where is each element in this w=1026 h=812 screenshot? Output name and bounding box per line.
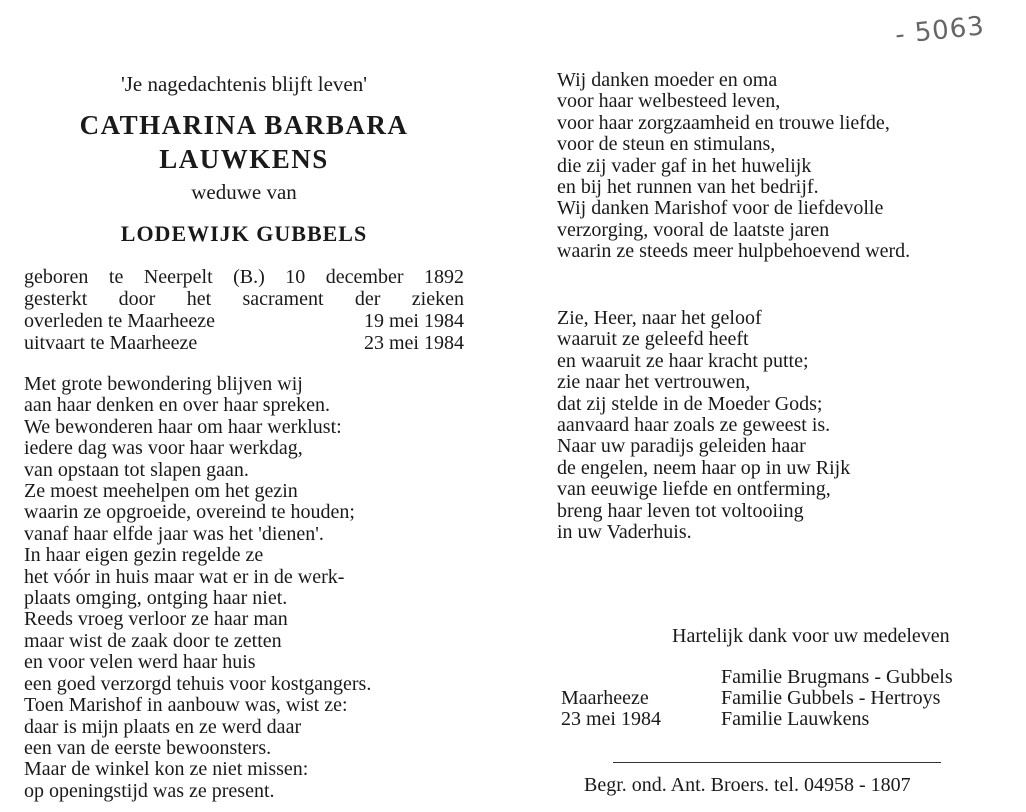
motto: 'Je nagedachtenis blijft leven': [120, 72, 368, 96]
death-label: overleden te Maarheeze: [24, 310, 215, 332]
poem-line: aanvaard haar zoals ze geweest is.: [557, 414, 831, 437]
poem-line: van eeuwige liefde en ontferming,: [557, 478, 831, 501]
poem-line: het vóór in huis maar wat er in de werk-: [24, 565, 345, 588]
death-date: 19 mei 1984: [364, 310, 464, 332]
family-name: Familie Gubbels - Hertroys: [721, 687, 941, 709]
poem-line: Toen Marishof in aanbouw was, wist ze:: [24, 694, 348, 717]
poem-line: verzorging, vooral de laatste jaren: [557, 218, 830, 241]
funeral-date: 23 mei 1984: [364, 332, 464, 354]
poem-line: een goed verzorgd tehuis voor kostgangers.: [24, 672, 372, 695]
husband-name: LODEWIJK GUBBELS: [120, 221, 368, 246]
thanks-line: Hartelijk dank voor uw medeleven: [672, 625, 950, 647]
poem-line: vanaf haar elfde jaar was het 'dienen'.: [24, 522, 324, 545]
poem-line: In haar eigen gezin regelde ze: [24, 544, 264, 567]
poem-line: plaats omging, ontging haar niet.: [24, 587, 288, 610]
poem-line: Naar uw paradijs geleiden haar: [557, 435, 806, 458]
poem-line: waaruit ze geleefd heeft: [557, 328, 749, 351]
family-name: Familie Brugmans - Gubbels: [721, 666, 953, 688]
family-name: Familie Lauwkens: [721, 708, 870, 730]
deceased-name: [24, 108, 464, 176]
poem-line: op openingstijd was ze present.: [24, 779, 275, 802]
poem-line: die zij vader gaf in het huwelijk: [557, 154, 812, 177]
deceased-name-line2: LAUWKENS: [159, 144, 329, 174]
poem-line: aan haar denken en over haar spreken.: [24, 394, 330, 417]
poem-line: maar wist de zaak door te zetten: [24, 629, 282, 652]
poem-line: de engelen, neem haar op in uw Rijk: [557, 456, 851, 479]
poem-right-thanks: [557, 70, 997, 263]
deceased-name-line1: CATHARINA BARBARA: [79, 110, 409, 140]
poem-line: en bij het runnen van het bedrijf.: [557, 176, 819, 199]
place-and-date: [561, 688, 661, 730]
poem-line: daar is mijn plaats en ze werd daar: [24, 715, 302, 738]
poem-line: voor de steun en stimulans,: [557, 133, 776, 156]
poem-line: voor haar zorgzaamheid en trouwe liefde,: [557, 111, 890, 134]
poem-line: Maar de winkel kon ze niet missen:: [24, 758, 309, 781]
funeral-label: uitvaart te Maarheeze: [24, 332, 198, 354]
poem-line: in uw Vaderhuis.: [557, 521, 692, 544]
widow-of-label: weduwe van: [191, 180, 297, 204]
divider: [613, 762, 941, 763]
date: 23 mei 1984: [561, 708, 661, 730]
poem-line: dat zij stelde in de Moeder Gods;: [557, 392, 823, 415]
poem-line: We bewonderen haar om haar werklust:: [24, 415, 342, 438]
poem-line: zie naar het vertrouwen,: [557, 371, 751, 394]
poem-line: Wij danken Marishof voor de liefdevolle: [557, 197, 884, 220]
poem-line: Reeds vroeg verloor ze haar man: [24, 608, 288, 631]
poem-line: een van de eerste bewoonsters.: [24, 736, 272, 759]
poem-line: Wij danken moeder en oma: [557, 69, 778, 91]
poem-line: en waaruit ze haar kracht putte;: [557, 349, 809, 372]
death-line: [24, 310, 464, 332]
poem-line: Zie, Heer, naar het geloof: [557, 307, 762, 329]
poem-line: van opstaan tot slapen gaan.: [24, 458, 249, 481]
poem-line: breng haar leven tot voltooiing: [557, 499, 804, 522]
life-facts: [24, 266, 464, 354]
funeral-line: [24, 332, 464, 354]
undertaker-line: Begr. ond. Ant. Broers. tel. 04958 - 1807: [584, 774, 911, 796]
poem-line: waarin ze steeds meer hulpbehoevend werd.: [557, 240, 911, 263]
birth-line: geboren te Neerpelt (B.) 10 december 1892: [24, 266, 464, 288]
poem-line: waarin ze opgroeide, overeind te houden;: [24, 501, 355, 524]
family-list: [721, 667, 953, 730]
poem-line: Ze moest meehelpen om het gezin: [24, 480, 298, 503]
poem-right-prayer: [557, 308, 997, 543]
poem-line: iedere dag was voor haar werkdag,: [24, 437, 303, 460]
sacrament-line: gesterkt door het sacrament der zieken: [24, 288, 464, 310]
place: Maarheeze: [561, 687, 649, 709]
handwritten-archive-number: - 5063: [893, 11, 987, 51]
poem-line: voor haar welbesteed leven,: [557, 90, 781, 113]
poem-left: [24, 374, 469, 802]
poem-line: en voor velen werd haar huis: [24, 651, 256, 674]
poem-line: Met grote bewondering blijven wij: [24, 373, 303, 395]
